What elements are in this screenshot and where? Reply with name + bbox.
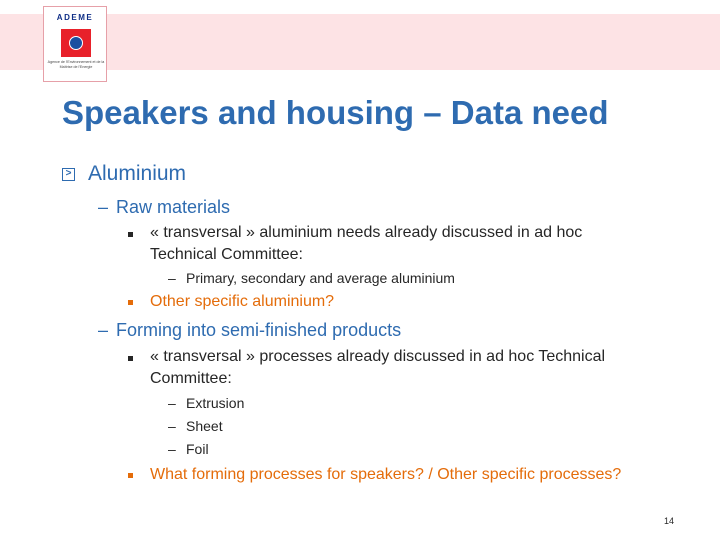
forming-sub-sheet bbox=[168, 418, 223, 434]
dash-marker: – bbox=[168, 418, 176, 434]
ademe-logo bbox=[43, 6, 107, 82]
logo-mark bbox=[61, 29, 91, 57]
sub-item-label: Primary, secondary and average aluminium bbox=[186, 270, 455, 286]
logo-name: ADEME bbox=[56, 13, 94, 22]
dash-marker: – bbox=[98, 197, 109, 217]
sub-item-label: Foil bbox=[186, 441, 209, 457]
dash-marker: – bbox=[98, 320, 109, 340]
raw-materials-bullet-2: Other specific aluminium? bbox=[150, 293, 335, 310]
dash-marker: – bbox=[168, 441, 176, 457]
square-bullet-icon bbox=[128, 356, 133, 361]
dash-marker: – bbox=[168, 270, 176, 286]
sub-item-label: Extrusion bbox=[186, 395, 245, 411]
slide-title: Speakers and housing – Data need bbox=[62, 94, 609, 131]
square-bullet-icon bbox=[128, 473, 133, 478]
forming-bullet-1: « transversal » processes already discussed in ad hoc Technical Committee: bbox=[150, 348, 606, 387]
raw-materials-bullet-1: « transversal » aluminium needs already discussed in ad hoc Technical Committee: bbox=[150, 224, 583, 263]
logo-tagline: Agence de l'Environnement et de la Maîtrise de l'Energie bbox=[47, 60, 105, 69]
heading-raw-materials bbox=[98, 197, 230, 218]
heading-forming bbox=[98, 320, 401, 341]
bullet-aluminium: Aluminium bbox=[88, 162, 187, 185]
square-bullet-icon bbox=[128, 300, 133, 305]
raw-materials-sub-1 bbox=[168, 270, 455, 286]
forming-sub-foil bbox=[168, 441, 209, 457]
sub-item-label: Sheet bbox=[186, 418, 223, 434]
header-banner bbox=[0, 14, 720, 70]
forming-label: Forming into semi-finished products bbox=[116, 320, 402, 340]
globe-icon bbox=[69, 36, 83, 50]
forming-sub-extrusion bbox=[168, 395, 244, 411]
arrow-bullet-icon: > bbox=[62, 168, 75, 181]
forming-bullet-2: What forming processes for speakers? / Other specific processes? bbox=[150, 466, 622, 483]
square-bullet-icon bbox=[128, 232, 133, 237]
page-number: 14 bbox=[664, 516, 675, 526]
dash-marker: – bbox=[168, 395, 176, 411]
raw-materials-label: Raw materials bbox=[116, 197, 231, 217]
